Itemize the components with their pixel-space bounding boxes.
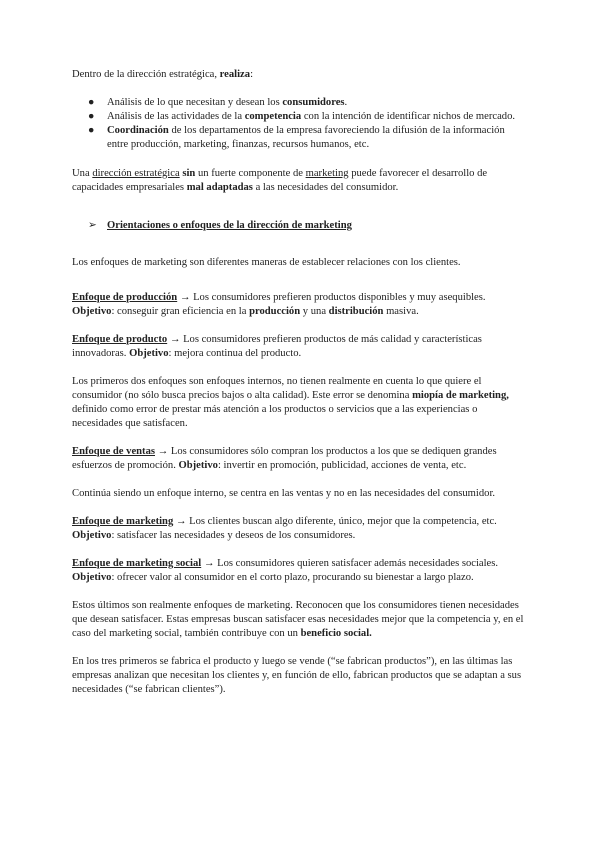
right-arrow-icon: → [173, 516, 190, 527]
enfoque-marketing: Enfoque de marketing → Los clientes buscan algo diferente, único, mejor que la competencia, etc. Objetivo: satisfacer las necesidades y deseos de los consumidores. [72, 516, 497, 541]
bullet-list [72, 96, 528, 152]
enfoques-intro: Los enfoques de marketing son diferentes maneras de establecer relaciones con los clientes. [72, 257, 461, 268]
section-heading-text: Orientaciones o enfoques de la dirección de marketing [107, 220, 352, 231]
intro-paragraph [72, 68, 528, 82]
intro-bold: realiza [219, 69, 251, 80]
list-item: ● Análisis de las actividades de la competencia con la intención de identificar nichos de mercado. [88, 111, 516, 122]
strategic-paragraph: Una dirección estratégica sin un fuerte componente de marketing puede favorecer el desarrollo de capacidades empresariales mal adaptadas a las necesidades del consumidor. [72, 168, 488, 193]
enfoque-ventas: Enfoque de ventas → Los consumidores sólo compran los productos a los que se dediquen grandes esfuerzos de promoción. Objetivo: invertir en promoción, publicidad, acciones de venta, etc. [72, 446, 497, 471]
miopia-paragraph: Los primeros dos enfoques son enfoques internos, no tienen realmente en cuenta lo que quiere el consumidor (no sólo busca precios bajos o alta calidad). Este error se denomina miopía de marketing, definido como error de prestar más atención a los productos o servicios que a las experiencias o necesidades que satisfacen. [72, 376, 509, 429]
list-item: ● Análisis de lo que necesitan y desean los consumidores. [88, 97, 348, 108]
conclusion-paragraph: En los tres primeros se fabrica el producto y luego se vende (“se fabrican productos”), en las últimas las empresas analizan que necesitan los clientes y, en función de ello, fabrican productos que se adaptan a sus necesidades (“se fabrican clientes”). [72, 656, 522, 695]
bullet-icon: ● [88, 97, 95, 108]
enfoque-producto: Enfoque de producto → Los consumidores prefieren productos de más calidad y características innovadoras. Objetivo: mejora continua del producto. [72, 334, 482, 359]
bullet-icon: ● [88, 125, 95, 136]
bullet-icon: ● [88, 111, 95, 122]
enfoque-marketing-social: Enfoque de marketing social → Los consumidores quieren satisfacer además necesidades sociales. Objetivo: ofrecer valor al consumidor en el corto plazo, procurando su bienestar a largo plazo. [72, 558, 499, 583]
arrow-bullet-icon: ➢ [88, 220, 97, 231]
section-heading [72, 219, 528, 233]
right-arrow-icon: → [155, 446, 171, 457]
right-arrow-icon: → [167, 334, 184, 345]
ventas-note: Continúa siendo un enfoque interno, se centra en las ventas y no en las necesidades del consumidor. [72, 488, 496, 499]
right-arrow-icon: → [201, 558, 218, 569]
intro-text: Dentro de la dirección estratégica, [72, 69, 220, 80]
intro-tail: : [250, 69, 254, 80]
document-page [72, 68, 528, 697]
enfoque-produccion: Enfoque de producción → Los consumidores prefieren productos disponibles y muy asequibles. Objetivo: conseguir gran eficiencia en la producción y una distribución masiva. [72, 292, 486, 317]
list-item: ● Coordinación de los departamentos de la empresa favoreciendo la difusión de la información entre producción, marketing, finanzas, recursos humanos, etc. [88, 125, 505, 150]
right-arrow-icon: → [177, 292, 194, 303]
ultimos-paragraph: Estos últimos son realmente enfoques de marketing. Reconocen que los consumidores tienen necesidades que desean satisfacer. Estas empresas buscan satisfacer esas necesidades mejor que la competencia y, en el caso del marketing social, también contribuye con un beneficio social. [72, 600, 524, 639]
